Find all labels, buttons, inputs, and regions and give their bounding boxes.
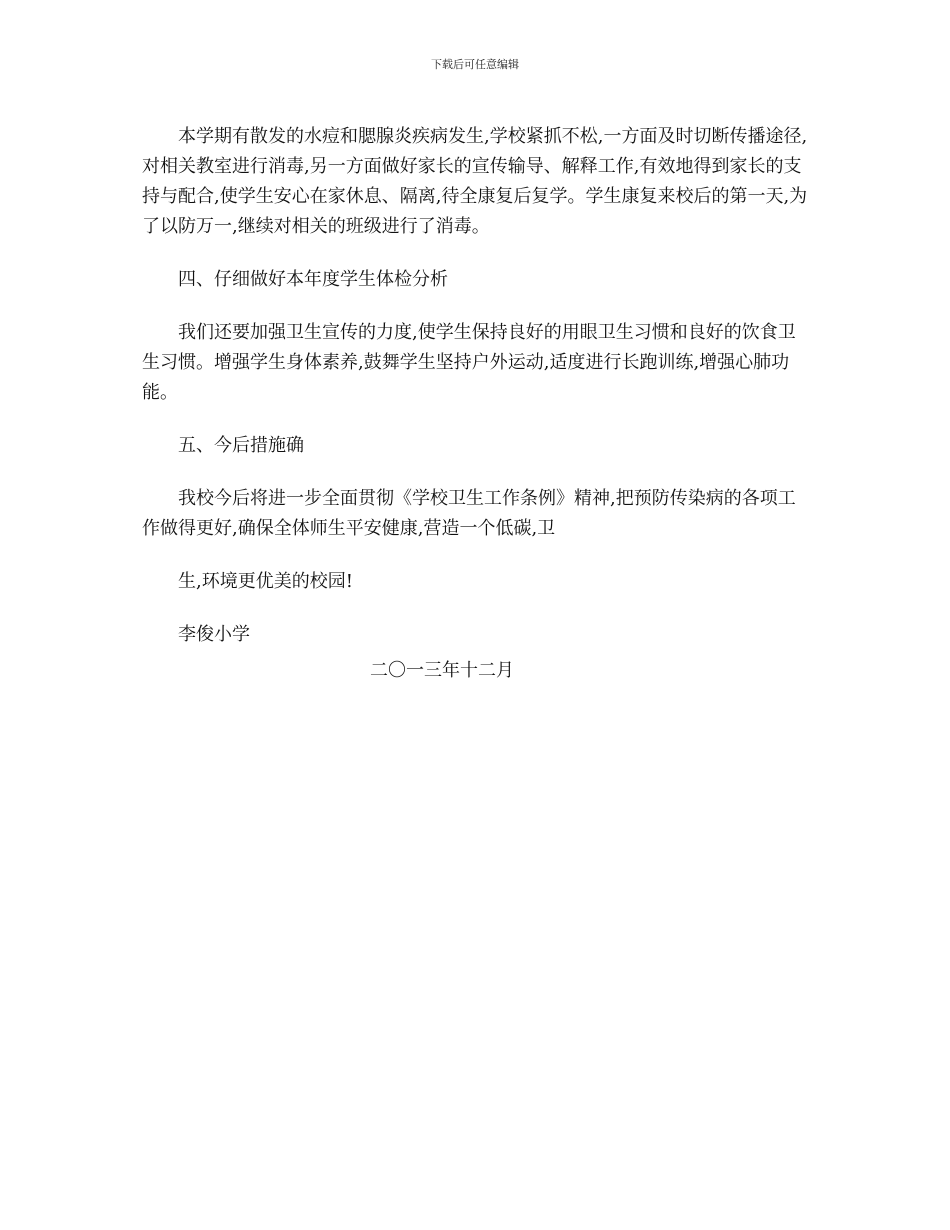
signature-school-name: 李俊小学 xyxy=(178,624,250,645)
paragraph-spacer xyxy=(142,408,812,431)
paragraph-spacer xyxy=(142,242,812,265)
paragraph-health-promotion: 我们还要加强卫生宣传的力度,使学生保持良好的用眼卫生习惯和良好的饮食卫生习惯。增强学生身体素养,鼓舞学生坚持户外运动,适度进行长跑训练,增强心肺功能。 xyxy=(142,322,796,403)
signature-date: 二〇一三年十二月 xyxy=(370,660,514,681)
page-header: 下载后可任意编辑 xyxy=(431,58,519,71)
paragraph-spacer xyxy=(142,597,812,620)
paragraph-future-measures: 我校今后将进一步全面贯彻《学校卫生工作条例》精神,把预防传染病的各项工作做得更好,确保全体师生平安健康,营造一个低碳,卫 xyxy=(142,488,796,539)
paragraph-spacer xyxy=(142,461,812,484)
section-heading-4: 四、仔细做好本年度学生体检分析 xyxy=(178,269,448,290)
paragraph-spacer xyxy=(142,544,812,567)
paragraph-campus-environment: 生,环境更优美的校园! xyxy=(178,571,353,592)
section-heading-5: 五、今后措施确 xyxy=(178,435,304,456)
document-body xyxy=(142,122,812,686)
paragraph-disease-prevention: 本学期有散发的水痘和腮腺炎疾病发生,学校紧抓不松,一方面及时切断传播途径,对相关教室进行消毒,另一方面做好家长的宣传输导、解释工作,有效地得到家长的支持与配合,使学生安心在家休息、隔离,待全康复后复学。学生康复来校后的第一天,为了以防万一,继续对相关的班级进行了消毒。 xyxy=(142,126,808,237)
paragraph-spacer xyxy=(142,295,812,318)
